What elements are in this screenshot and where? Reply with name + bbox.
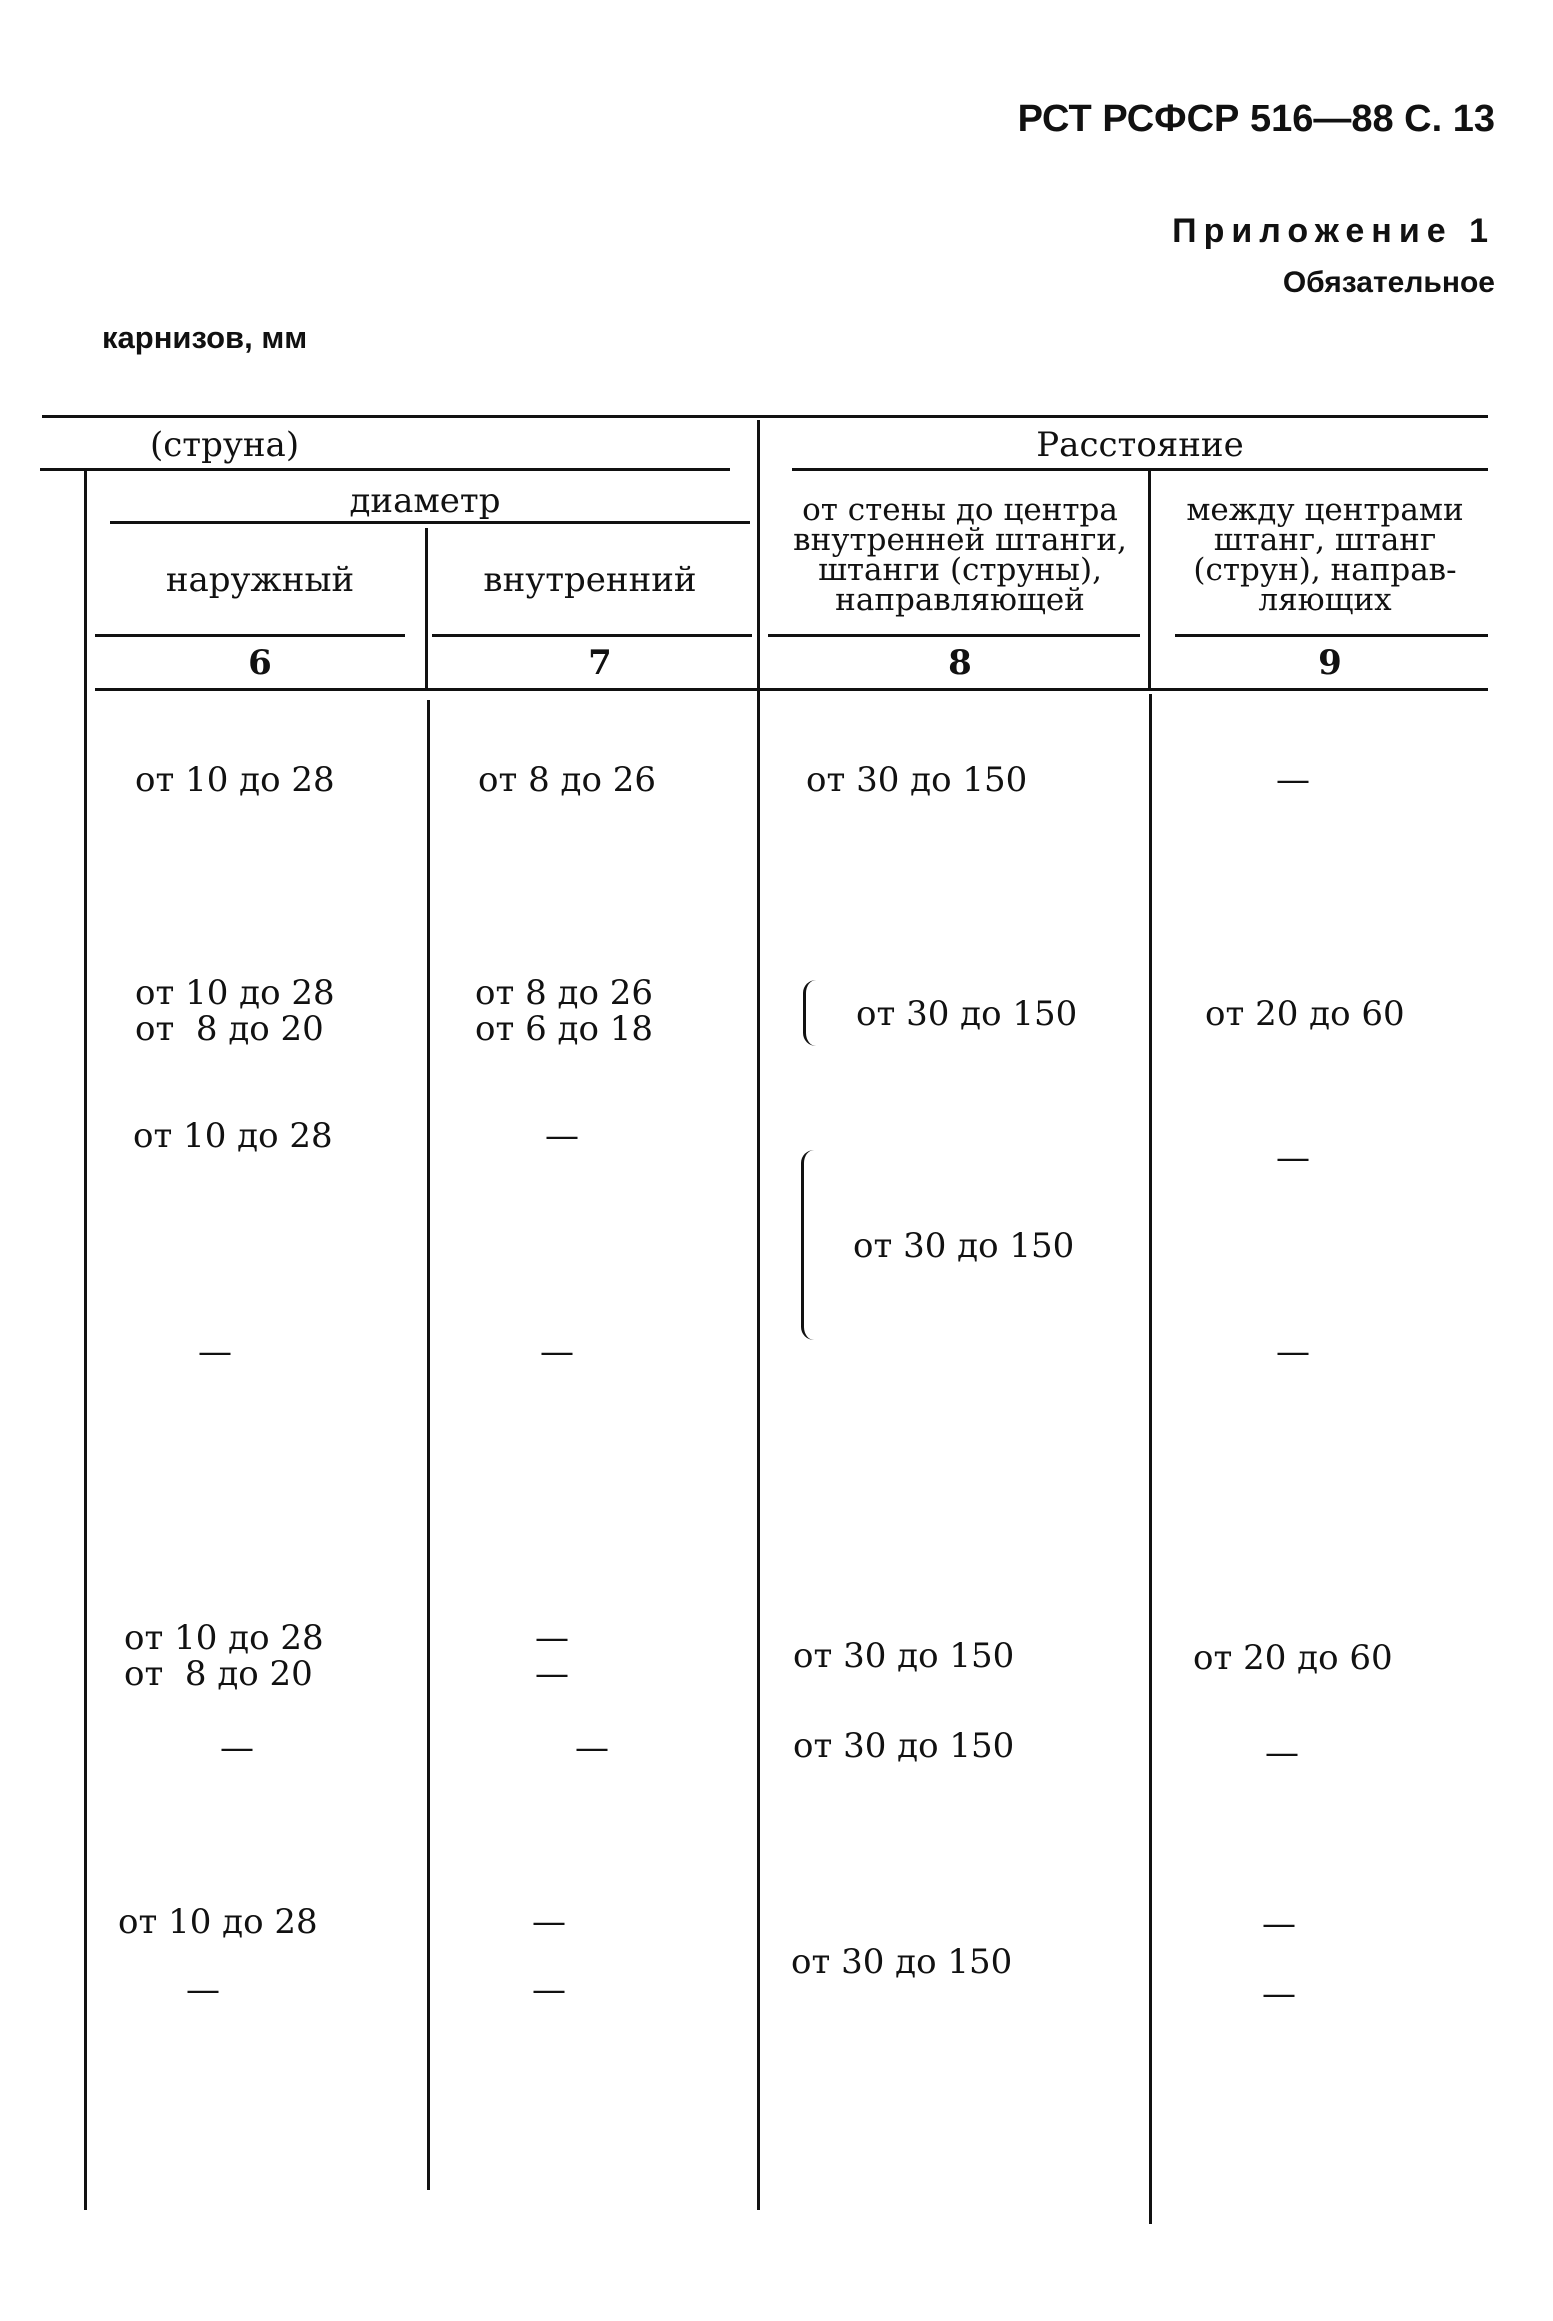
row5-inner-1: — (535, 1618, 569, 1658)
group-header-distance: Расстояние (1036, 425, 1244, 465)
row2-inner-1: от 8 до 26 (475, 973, 654, 1013)
group-rule-right (792, 468, 1488, 471)
table-subtitle: карнизов, мм (102, 320, 308, 355)
row3-wall: от 30 до 150 (853, 1226, 1075, 1266)
diameter-header: диаметр (349, 481, 501, 521)
row6-wall: от 30 до 150 (793, 1726, 1015, 1766)
row4-outer: — (198, 1332, 232, 1372)
column-number-rule (95, 688, 1488, 691)
row2-wall: от 30 до 150 (856, 994, 1078, 1034)
vline-outer-inner (425, 528, 428, 688)
vline-inner-wall (757, 420, 760, 2210)
column-number-7: 7 (588, 643, 612, 683)
row8-between: — (1262, 1974, 1296, 2014)
row1-between: — (1276, 760, 1310, 800)
row5-inner-2: — (535, 1654, 569, 1694)
diameter-rule (110, 521, 750, 524)
row2-inner-2: от 6 до 18 (475, 1009, 654, 1049)
column-number-6: 6 (248, 643, 272, 683)
standard-reference: РСТ РСФСР 516—88 С. 13 (1017, 98, 1495, 140)
row5-outer-2: от 8 до 20 (124, 1654, 313, 1694)
row5-wall: от 30 до 150 (793, 1636, 1015, 1676)
row8-inner: — (532, 1970, 566, 2010)
row2-brace (803, 980, 816, 1046)
header-rule-inner (432, 634, 752, 637)
row4-inner: — (540, 1332, 574, 1372)
column-header-outer: наружный (165, 560, 355, 600)
group-rule-left (40, 468, 730, 471)
group-header-string: (струна) (150, 425, 300, 465)
vline-wall-between-body (1149, 694, 1152, 2224)
appendix-status: Обязательное (1282, 266, 1495, 299)
row1-wall: от 30 до 150 (806, 760, 1028, 800)
row3-brace (801, 1150, 814, 1340)
row3-between: — (1276, 1138, 1310, 1178)
vline-outer-inner-body (427, 700, 430, 2190)
row2-outer-2: от 8 до 20 (135, 1009, 324, 1049)
header-rule-between (1175, 634, 1488, 637)
column-number-8: 8 (948, 643, 972, 683)
row7-wall: от 30 до 150 (791, 1942, 1013, 1982)
row1-outer: от 10 до 28 (135, 760, 335, 800)
table-top-rule (42, 415, 1488, 418)
row7-between: — (1262, 1904, 1296, 1944)
appendix-title: Приложение 1 (1172, 212, 1495, 250)
vline-wall-between (1148, 470, 1151, 688)
row8-outer: — (186, 1970, 220, 2010)
row5-outer-1: от 10 до 28 (124, 1618, 324, 1658)
row7-inner: — (532, 1902, 566, 1942)
row3-outer: от 10 до 28 (133, 1116, 333, 1156)
row1-inner: от 8 до 26 (478, 760, 657, 800)
column-header-inner: внутренний (483, 560, 697, 600)
row6-outer: — (220, 1728, 254, 1768)
row2-outer-1: от 10 до 28 (135, 973, 335, 1013)
row3-inner: — (545, 1116, 579, 1156)
row4-between: — (1276, 1332, 1310, 1372)
row7-outer: от 10 до 28 (118, 1902, 318, 1942)
column-header-between-centers: между центрами штанг, штанг (струн), направ- ляющих (1186, 492, 1464, 618)
vline-left (84, 470, 87, 2210)
row2-between: от 20 до 60 (1205, 994, 1405, 1034)
row5-between: от 20 до 60 (1193, 1638, 1393, 1678)
header-rule-wall (768, 634, 1140, 637)
column-number-9: 9 (1318, 643, 1342, 683)
row6-inner: — (575, 1728, 609, 1768)
header-rule-outer (95, 634, 405, 637)
row6-between: — (1265, 1733, 1299, 1773)
column-header-wall-center: от стены до центра внутренней штанги, штанги (струны), направляющей (793, 492, 1127, 618)
